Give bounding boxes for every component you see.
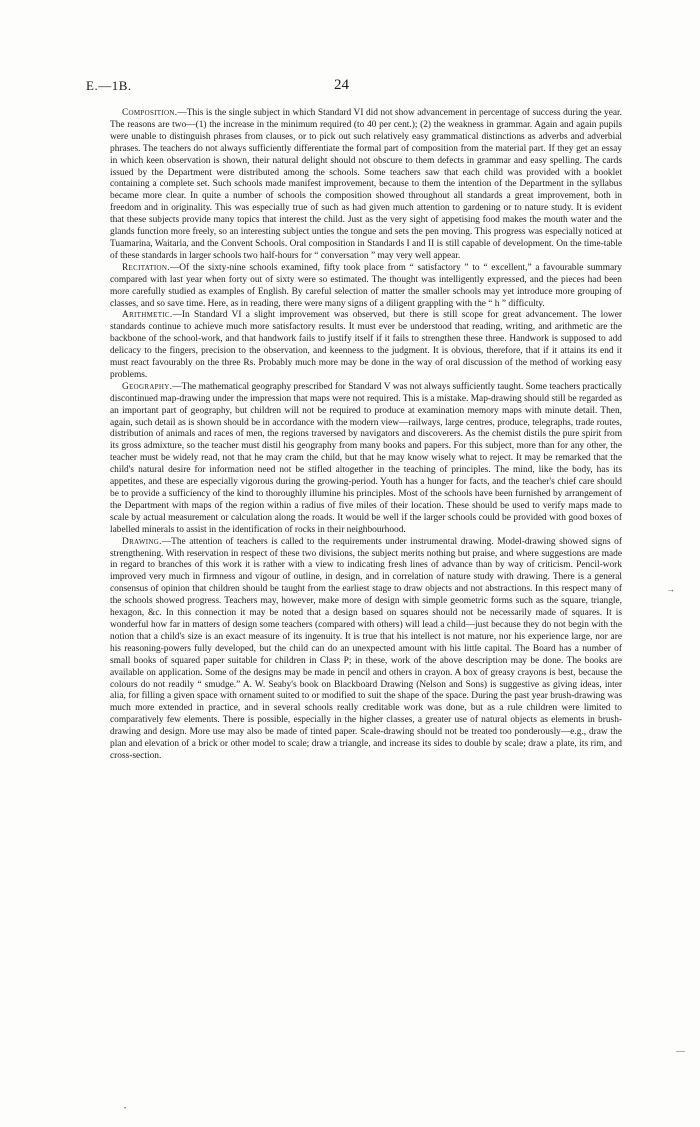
section-text: —The mathematical geography prescribed for Standard V was not always sufficiently taught. Some teachers practically discontinued map-drawing under the impression that maps were not required. This is a mistake. Map-drawing should still be regarded as an important part of geography, but children will not be required to produce at examination memory maps with minute detail. Then, again, such detail as is shown should be in accordance with the modern view—railways, large centres, produce, telegraphs, trade routes, distribution of animals and races of men, the regions traversed by navigators and discoverers. As the chemist distils the pure spirit from its gross admixture, so the teacher must distil his geography from many books and papers. For this subject, more than for any other, the teacher must be widely read, not that he may cram the child, but that he may know wisely what to reject. It may be remarked that the child's natural desire for information need not be stifled altogether in the teaching of principles. The mind, like the body, has its appetites, and these are especially vigorous during the growing-period. Youth has a hunger for facts, and the teacher's chief care should be to provide a sufficiency of the kind to thoroughly illumine his principles. Most of the schools have been furnished by arrangement of the Department with maps of the region within a radius of five miles of their location. These should be used to verify maps made to scale by actual measurement or calculation along the roads. It would be well if the larger schools could be provided with good boxes of labelled minerals to assist in the identification of rocks in their neighbourhood.: [110, 381, 622, 535]
margin-mark: →: [666, 584, 675, 594]
section-heading: Geography.: [122, 381, 173, 392]
page-dot: •: [124, 1106, 127, 1112]
paragraph-drawing: [110, 537, 622, 763]
paragraph-arithmetic: [110, 310, 622, 381]
section-text: —This is the single subject in which Standard VI did not show advancement in percentage of success during the year. The reasons are two—(1) the increase in the minimum required (to 40 per cent.); (2) the weakness in grammar. Again and again pupils were unable to distinguish phrases from clauses, or to pick out such relatively easy grammatical distinctions as adverbs and adverbial phrases. The teachers do not always sufficiently differentiate the formal part of composition from the material part. If they get an essay in which keen observation is shown, their natural delight should not obscure to them defects in grammar and easy spelling. The cards issued by the Department were distributed among the schools. Some teachers saw that each child was provided with a booklet containing a complete set. Such schools made manifest improvement, because to them the intention of the Department in the syllabus became more clear. In quite a number of schools the composition showed throughout all standards a great improvement, both in freedom and in originality. This was especially true of such as had given much attention to gardening or to nature study. It is evident that these subjects provide many topics that interest the child. Just as the very sight of appetising food makes the mouth water and the glands function more freely, so an interesting subject unties the tongue and sets the pen moving. This progress was especially noticed at Tuamarina, Waitaria, and the Convent Schools. Oral composition in Standards I and II is still capable of development. On the time-table of these standards in larger schools two half-hours for “ conversation ” may very well appear.: [110, 108, 622, 261]
document-reference: E.—1B.: [86, 78, 132, 93]
paragraph-composition: [110, 108, 622, 263]
margin-mark: —: [676, 1046, 685, 1056]
section-heading: Recitation.: [122, 262, 170, 273]
section-heading: Drawing.: [122, 536, 162, 547]
section-text: —The attention of teachers is called to the requirements under instrumental drawing. Model-drawing showed signs of strengthening. With reservation in respect of these two divisions, the subject merits nothing but praise, and where suggestions are made in regard to branches of this work it is rather with a view to indicating fresh lines of advance than by way of criticism. Pencil-work improved very much in firmness and vigour of outline, in design, and in correlation of nature study with drawing. There is a general consensus of opinion that children should be taught from the earliest stage to draw objects and not abstractions. In this respect many of the schools showed progress. Teachers may, however, make more of design with simple geometric forms such as the square, triangle, hexagon, &c. In this connection it may be noted that a design based on squares should not be necessarily made of squares. It is wonderful how far in matters of design some teachers (compared with others) will lead a child—just because they do not begin with the notion that a child's size is an exact measure of its ingenuity. It is true that his intellect is not mature, nor his experience large, nor are his reasoning-powers fully developed, but the child can do an unexpected amount with his little capital. The Board has a number of small books of squared paper suitable for children in Class P; in these, work of the above description may be done. The books are available on application. Some of the designs may be made in pencil and others in crayon. A box of greasy crayons is best, because the colours do not readily “ smudge.” A. W. Seaby's book on Blackboard Drawing (Nelson and Sons) is suggestive as giving ideas, inter alia, for filling a given space with ornament suited to or modified to suit the shape of the space. During the past year brush-drawing was much more extended in practice, and in several schools really creditable work was done, but as a rule children were limited to comparatively few elements. There is possible, especially in the higher classes, a greater use of natural objects as elements in brush-drawing and design. More use may also be made of tinted paper. Scale-drawing should not be treated too ponderously—e.g., draw the plan and elevation of a brick or other model to scale; draw a triangle, and increase its sides to double by scale; draw a plate, its rim, and cross-section.: [110, 536, 622, 761]
page-header: [86, 78, 626, 94]
section-heading: Composition.: [122, 108, 178, 118]
paragraph-recitation: [110, 263, 622, 311]
document-body: [110, 108, 622, 763]
section-heading: Arithmetic.: [122, 310, 173, 321]
section-text: —Of the sixty-nine schools examined, fifty took place from “ satisfactory ” to “ excellent,” a favourable summary compared with last year when forty out of sixty were so estimated. The thought was intelligently expressed, and the pieces had been more carefully studied as examples of English. By careful selection of matter the smaller schools may yet introduce more grouping of classes, and so save time. Here, as in reading, there were many signs of a diligent grappling with the “ h ” difficulty.: [110, 262, 622, 309]
section-text: —In Standard VI a slight improvement was observed, but there is still scope for great advancement. The lower standards continue to achieve much more satisfactory results. It must ever be understood that reading, writing, and arithmetic are the backbone of the school-work, and that handwork fails to justify itself if it fails to strengthen these three. Handwork is supposed to add delicacy to the fingers, precision to the observation, and keenness to the judgment. It is obvious, therefore, that if it attains its end it must react favourably on the three Rs. Probably much more may be done in the way of oral discussion of the method of working easy problems.: [110, 310, 622, 380]
page-number: 24: [334, 77, 349, 93]
paragraph-geography: [110, 382, 622, 537]
